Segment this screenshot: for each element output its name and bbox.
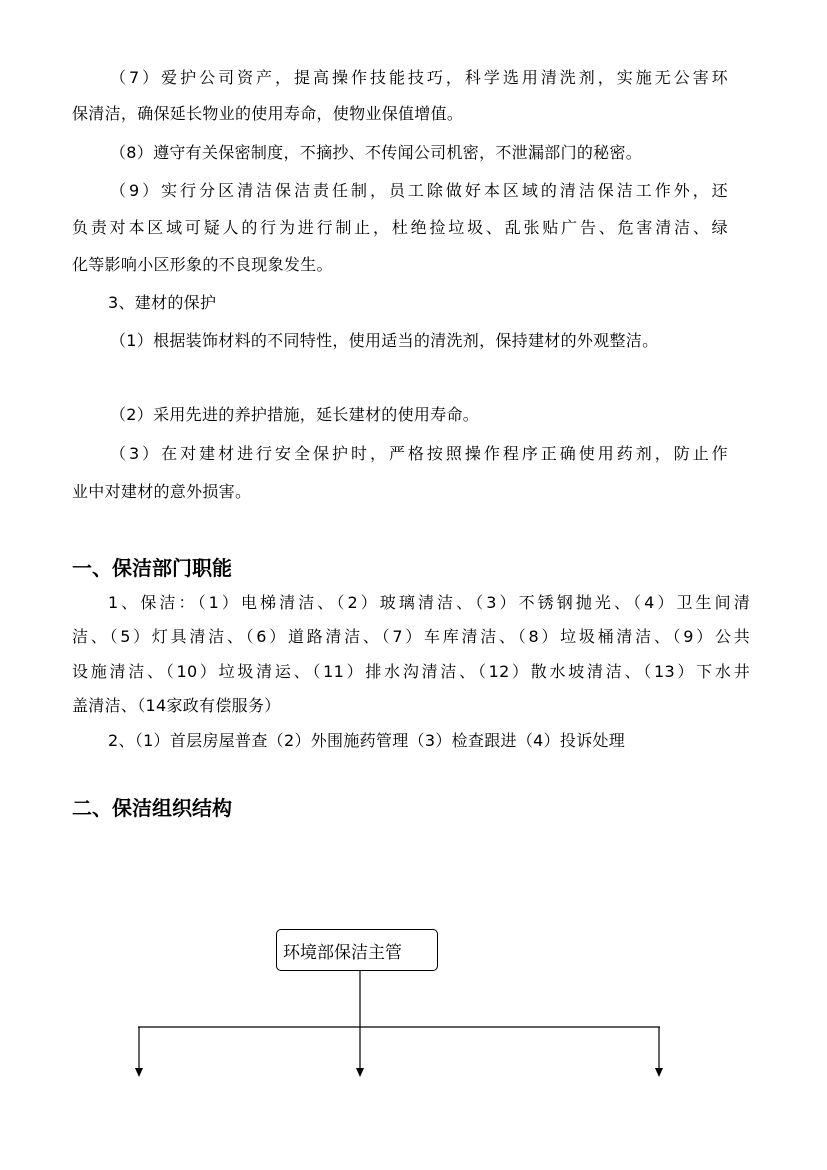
section-1-item-1-line-2: 洁、（5）灯具清洁、（6）道路清洁、（7）车库清洁、（8）垃圾桶清洁、（9）公共 (72, 627, 750, 646)
arrow-down-icon (356, 1068, 364, 1077)
paragraph-7-line-2: 保清洁，确保延长物业的使用寿命，使物业保值增值。 (72, 104, 464, 123)
subsection-3-item-1: （1）根据装饰材料的不同特性，使用适当的清洗剂，保持建材的外观整洁。 (110, 331, 659, 350)
arrow-down-icon (655, 1068, 663, 1077)
org-root-label: 环境部保洁主管 (283, 942, 402, 963)
paragraph-9-line-2: 负责对本区域可疑人的行为进行制止，杜绝捡垃圾、乱张贴广告、危害清洁、绿 (72, 218, 728, 237)
paragraph-9-line-1: （9）实行分区清洁保洁责任制，员工除做好本区域的清洁保洁工作外，还 (110, 181, 728, 200)
subsection-3-item-3-line-1: （3）在对建材进行安全保护时，严格按照操作程序正确使用药剂，防止作 (110, 444, 728, 463)
subsection-3-title: 3、建材的保护 (108, 293, 217, 312)
section-1-item-1-line-3: 设施清洁、（10）垃圾清运、（11）排水沟清洁、（12）散水坡清洁、（13）下水井 (72, 662, 750, 681)
paragraph-7-line-1: （7）爱护公司资产，提高操作技能技巧，科学选用清洗剂，实施无公害环 (110, 68, 728, 87)
arrow-down-icon (135, 1068, 143, 1077)
org-root-box (276, 929, 438, 971)
paragraph-9-line-3: 化等影响小区形象的不良现象发生。 (72, 255, 333, 274)
section-1-item-2: 2、（1）首层房屋普查（2）外围施药管理（3）检查跟进（4）投诉处理 (108, 731, 626, 750)
section-2-heading: 二、保洁组织结构 (72, 796, 232, 820)
subsection-3-item-2: （2）采用先进的养护措施，延长建材的使用寿命。 (110, 405, 480, 424)
section-1-item-1-line-1: 1、保洁：（1）电梯清洁、（2）玻璃清洁、（3）不锈钢抛光、（4）卫生间清 (108, 593, 750, 612)
section-1-heading: 一、保洁部门职能 (72, 556, 232, 580)
paragraph-8: （8）遵守有关保密制度，不摘抄、不传闻公司机密，不泄漏部门的秘密。 (110, 143, 643, 162)
section-1-item-1-line-4: 盖清洁、（14家政有偿服务） (72, 696, 281, 715)
subsection-3-item-3-line-2: 业中对建材的意外损害。 (72, 482, 252, 501)
